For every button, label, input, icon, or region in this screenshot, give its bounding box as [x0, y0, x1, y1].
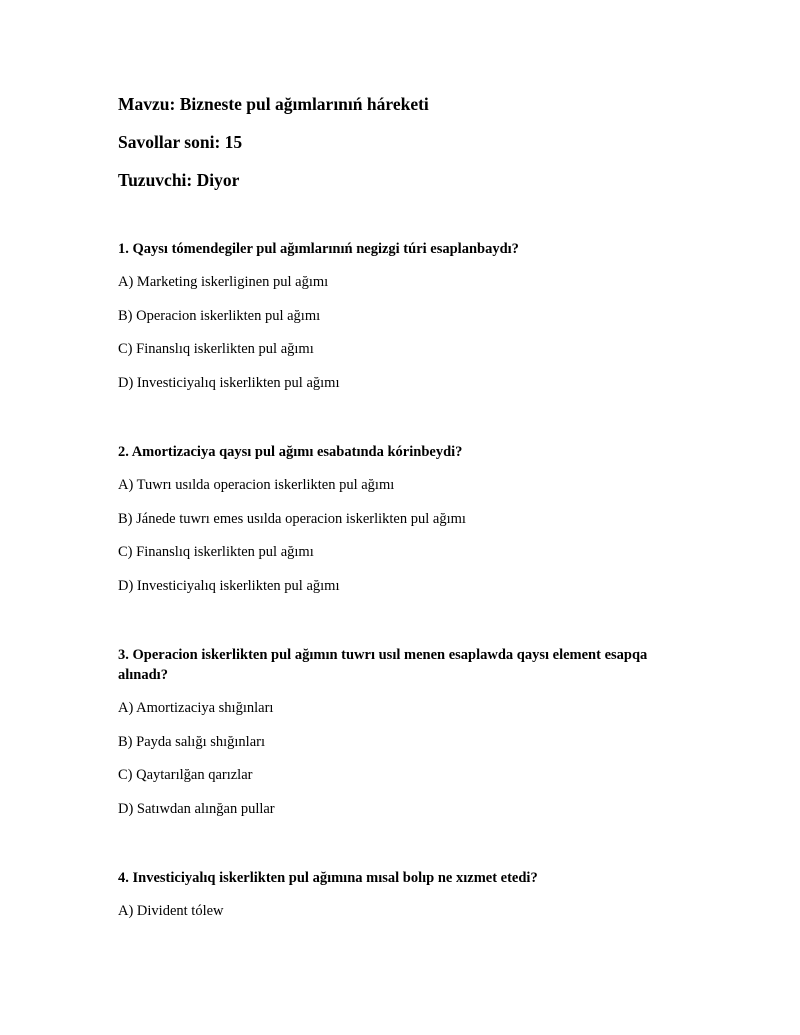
question-title: 4. Investiciyalıq iskerlikten pul ağımına mısal bolıp ne xızmet etedi? — [118, 870, 538, 886]
answer-option: C) Finanslıq iskerlikten pul ağımı — [118, 341, 314, 357]
answer-option: B) Operacion iskerlikten pul ağımı — [118, 308, 321, 324]
answer-option: A) Amortizaciya shığınları — [118, 700, 274, 716]
answer-option: D) Investiciyalıq iskerlikten pul ağımı — [118, 375, 340, 391]
question-title: 1. Qaysı tómendegiler pul ağımlarınıń negizgi túri esaplanbaydı? — [118, 241, 519, 257]
answer-option: A) Tuwrı usılda operacion iskerlikten pul ağımı — [118, 477, 395, 493]
answer-option: C) Finanslıq iskerlikten pul ağımı — [118, 544, 314, 560]
author-line: Tuzuvchi: Diyor — [118, 170, 240, 190]
topic-heading: Mavzu: Bizneste pul ağımlarınıń háreketi — [118, 94, 429, 114]
question-title: 3. Operacion iskerlikten pul ağımın tuwrı usıl menen esaplawda qaysı element esapqa alınadı? — [118, 647, 648, 683]
answer-option: D) Satıwdan alınğan pullar — [118, 801, 275, 817]
answer-option: C) Qaytarılğan qarızlar — [118, 767, 253, 783]
answer-option: B) Jánede tuwrı emes usılda operacion iskerlikten pul ağımı — [118, 511, 466, 527]
answer-option: A) Marketing iskerliginen pul ağımı — [118, 274, 329, 290]
answer-option: A) Divident tólew — [118, 903, 224, 919]
answer-option: D) Investiciyalıq iskerlikten pul ağımı — [118, 578, 340, 594]
answer-option: B) Payda salığı shığınları — [118, 734, 265, 750]
question-title: 2. Amortizaciya qaysı pul ağımı esabatında kórinbeydi? — [118, 444, 463, 460]
question-count: Savollar soni: 15 — [118, 132, 243, 152]
